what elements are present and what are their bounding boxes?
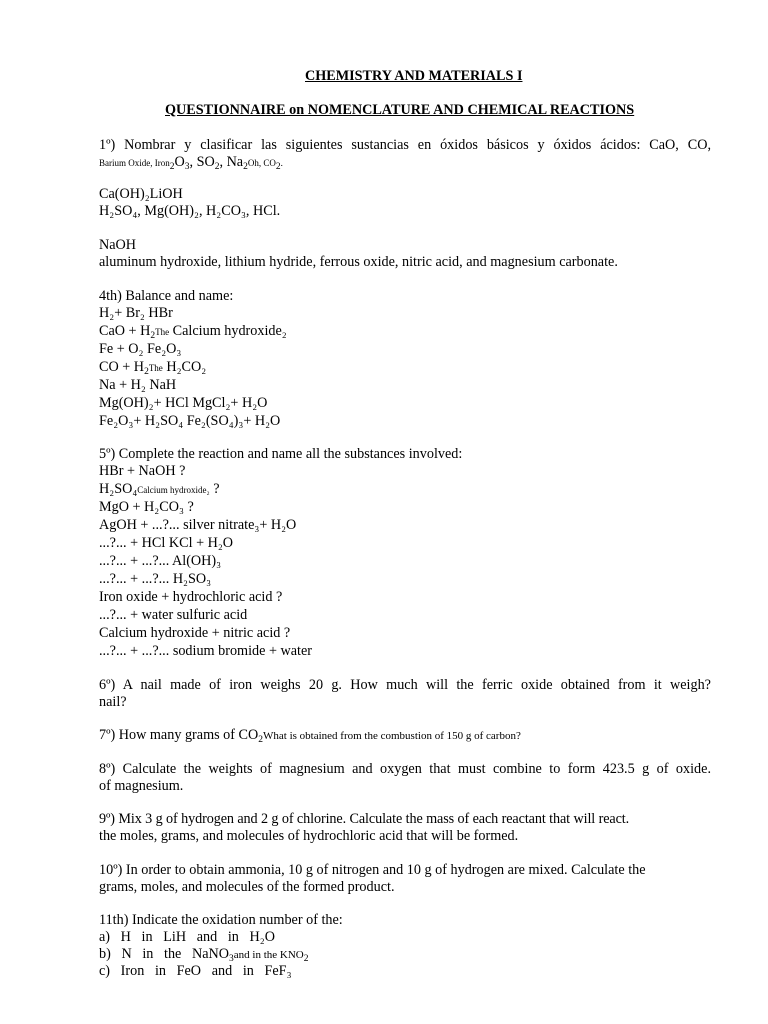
q5-reaction-3: MgO + H₂CO₃ ? [99,499,194,515]
question-10-line-1: 10º) In order to obtain ammonia, 10 g of nitrogen and 10 g of hydrogen are mixed. Calculate the [99,862,646,878]
questionnaire-title: QUESTIONNAIRE on NOMENCLATURE AND CHEMICAL REACTIONS [165,102,635,118]
q5-reaction-8: Iron oxide + hydrochloric acid ? [99,589,283,605]
question-2-line-2: H₂SO₄, Mg(OH)₂, H₂CO₃, HCl. [99,203,281,219]
question-3-line-2: aluminum hydroxide, lithium hydride, ferrous oxide, nitric acid, and magnesium carbonate. [99,254,618,270]
question-9-line-2: the moles, grams, and molecules of hydrochloric acid that will be formed. [99,828,519,844]
q4-reaction-5: Na + H₂ NaH [99,377,177,393]
question-6-line-1: 6º) A nail made of iron weighs 20 g. How much will the ferric oxide obtained from it weigh? [99,677,711,693]
course-title: CHEMISTRY AND MATERIALS I [305,68,523,84]
q5-reaction-6: ...?... + ...?... Al(OH)₃ [99,553,222,569]
question-7: 7º) How many grams of $CO_2What$ is obtained from the combustion of 150 g of carbon? [99,727,521,745]
q5-reaction-1: HBr + NaOH ? [99,463,186,479]
q5-reaction-10: Calcium hydroxide + nitric acid ? [99,625,291,641]
q4-reaction-7: Fe₂O₃+ H₂SO₄ Fe₂(SO₄)₃+ H₂O [99,413,281,429]
q4-reaction-1: H₂+ Br₂ HBr [99,305,173,321]
q5-reaction-2: H₂SO₄Calcium hydroxide₂ ? [99,481,220,497]
question-11-heading: 11th) Indicate the oxidation number of the: [99,912,343,928]
question-1-continuation: Barium Oxide, $Iron_2O_3$, $SO_2$, $Na_2Oh$, $CO_2$. [99,154,283,172]
q11-item-c: c) Iron in FeO and in FeF₃ [99,963,292,979]
question-1-text: 1º) Nombrar y clasificar las siguientes sustancias en óxidos básicos y óxidos ácidos: CaO, CO, [99,137,711,153]
q4-reaction-3: Fe + O₂ Fe₂O₃ [99,341,182,357]
q4-reaction-4: CO + $H_2The$ H₂CO₂ [99,359,207,377]
question-8-line-2: of magnesium. [99,778,184,794]
question-5-heading: 5º) Complete the reaction and name all the substances involved: [99,446,463,462]
question-8-line-1: 8º) Calculate the weights of magnesium and oxygen that must combine to form 423.5 g of oxide. [99,761,711,777]
q11-item-b: b) N in the NaNO$_3$and in the $KNO_2$ [99,946,309,964]
q5-reaction-4: AgOH + ...?... silver nitrate₃+ H₂O [99,517,297,533]
question-2-line-1: Ca(OH)₂LiOH [99,186,183,202]
question-6-line-2: nail? [99,694,127,710]
question-4-heading: 4th) Balance and name: [99,288,234,304]
q11-item-a: a) H in LiH and in H₂O [99,929,275,945]
q4-reaction-2: CaO + $H_2The$ Calcium hydroxide₂ [99,323,287,341]
question-3-line-1: NaOH [99,237,137,253]
q5-reaction-5: ...?... + HCl KCl + H₂O [99,535,234,551]
q5-reaction-7: ...?... + ...?... H₂SO₃ [99,571,212,587]
question-10-line-2: grams, moles, and molecules of the formed product. [99,879,395,895]
question-9-line-1: 9º) Mix 3 g of hydrogen and 2 g of chlorine. Calculate the mass of each reactant that will react. [99,811,630,827]
q4-reaction-6: Mg(OH)₂+ HCl MgCl₂+ H₂O [99,395,268,411]
q5-reaction-11: ...?... + ...?... sodium bromide + water [99,643,313,659]
q5-reaction-9: ...?... + water sulfuric acid [99,607,248,623]
